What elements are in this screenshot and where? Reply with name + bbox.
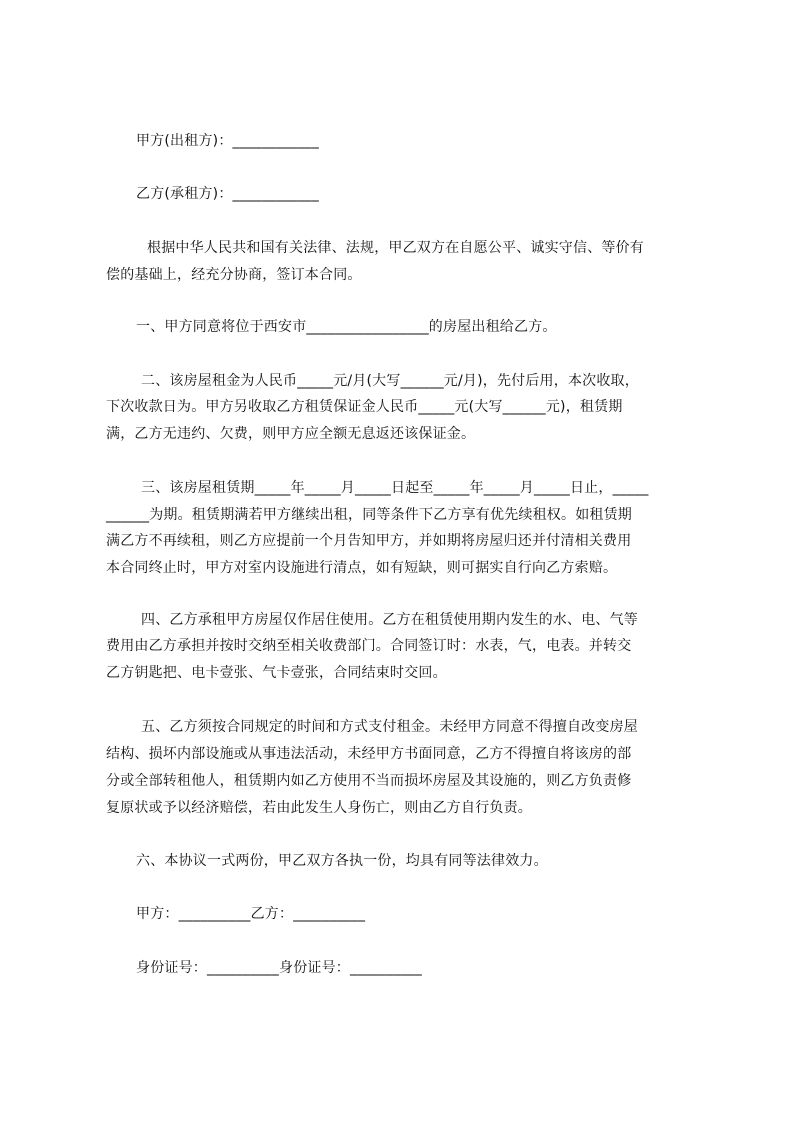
- clause-3-line-3: 满乙方不再续租，则乙方应提前一个月告知甲方，并如期将房屋归还并付清相关费用: [106, 533, 632, 549]
- clause-2-line-3: 满，乙方无违约、欠费，则甲方应全额无息返还该保证金。: [106, 426, 476, 442]
- clause-3-line-2: ______为期。租赁期满若甲方继续出租，同等条件下乙方享有优先续租权。如租赁期: [106, 507, 632, 523]
- clause-2-line-1: 二、该房屋租金为人民币_____元/月(大写______元/月)，先付后用，本次收取，: [141, 373, 639, 389]
- clause-5-line-3: 分或全部转租他人，租赁期内如乙方使用不当而损坏房屋及其设施的，则乙方负责修: [106, 773, 632, 789]
- party-b-line: 乙方(承租方)：____________: [136, 186, 319, 202]
- party-a-line: 甲方(出租方)：____________: [136, 133, 319, 149]
- clause-4-line-3: 乙方钥匙把、电卡壹张、气卡壹张，合同结束时交回。: [106, 665, 447, 681]
- clause-4-line-1: 四、乙方承租甲方房屋仅作居住使用。乙方在租赁使用期内发生的水、电、气等: [141, 612, 638, 628]
- clause-3-line-4: 本合同终止时，甲方对室内设施进行清点，如有短缺，则可据实自行向乙方索赔。: [106, 560, 618, 576]
- id-number-line: 身份证号：__________身份证号：__________: [136, 960, 422, 976]
- clause-5-line-2: 结构、损坏内部设施或从事违法活动，未经甲方书面同意，乙方不得擅自将该房的部: [106, 746, 632, 762]
- clause-3-line-1: 三、该房屋租赁期_____年_____月_____日起至_____年_____月_____日止，_____: [141, 480, 649, 496]
- clause-5-line-1: 五、乙方须按合同规定的时间和方式支付租金。未经甲方同意不得擅自改变房屋: [141, 719, 638, 735]
- clause-4-line-2: 费用由乙方承担并按时交纳至相关收费部门。合同签订时：水表，气，电表。并转交: [106, 638, 632, 654]
- signature-line: 甲方：__________乙方：__________: [136, 906, 366, 922]
- clause-1-line-1: 一、甲方同意将位于西安市_________________的房屋出租给乙方。: [136, 319, 557, 335]
- clause-2-line-2: 下次收款日为。甲方另收取乙方租赁保证金人民币_____元(大写______元)，租赁期: [106, 399, 623, 415]
- intro-line-1: 根据中华人民共和国有关法律、法规，甲乙双方在自愿公平、诚实守信、等价有: [147, 240, 644, 256]
- clause-6-line-1: 六、本协议一式两份，甲乙双方各执一份，均具有同等法律效力。: [136, 853, 548, 869]
- intro-line-2: 偿的基础上，经充分协商，签订本合同。: [106, 267, 362, 283]
- clause-5-line-4: 复原状或予以经济赔偿，若由此发生人身伤亡，则由乙方自行负责。: [106, 800, 532, 816]
